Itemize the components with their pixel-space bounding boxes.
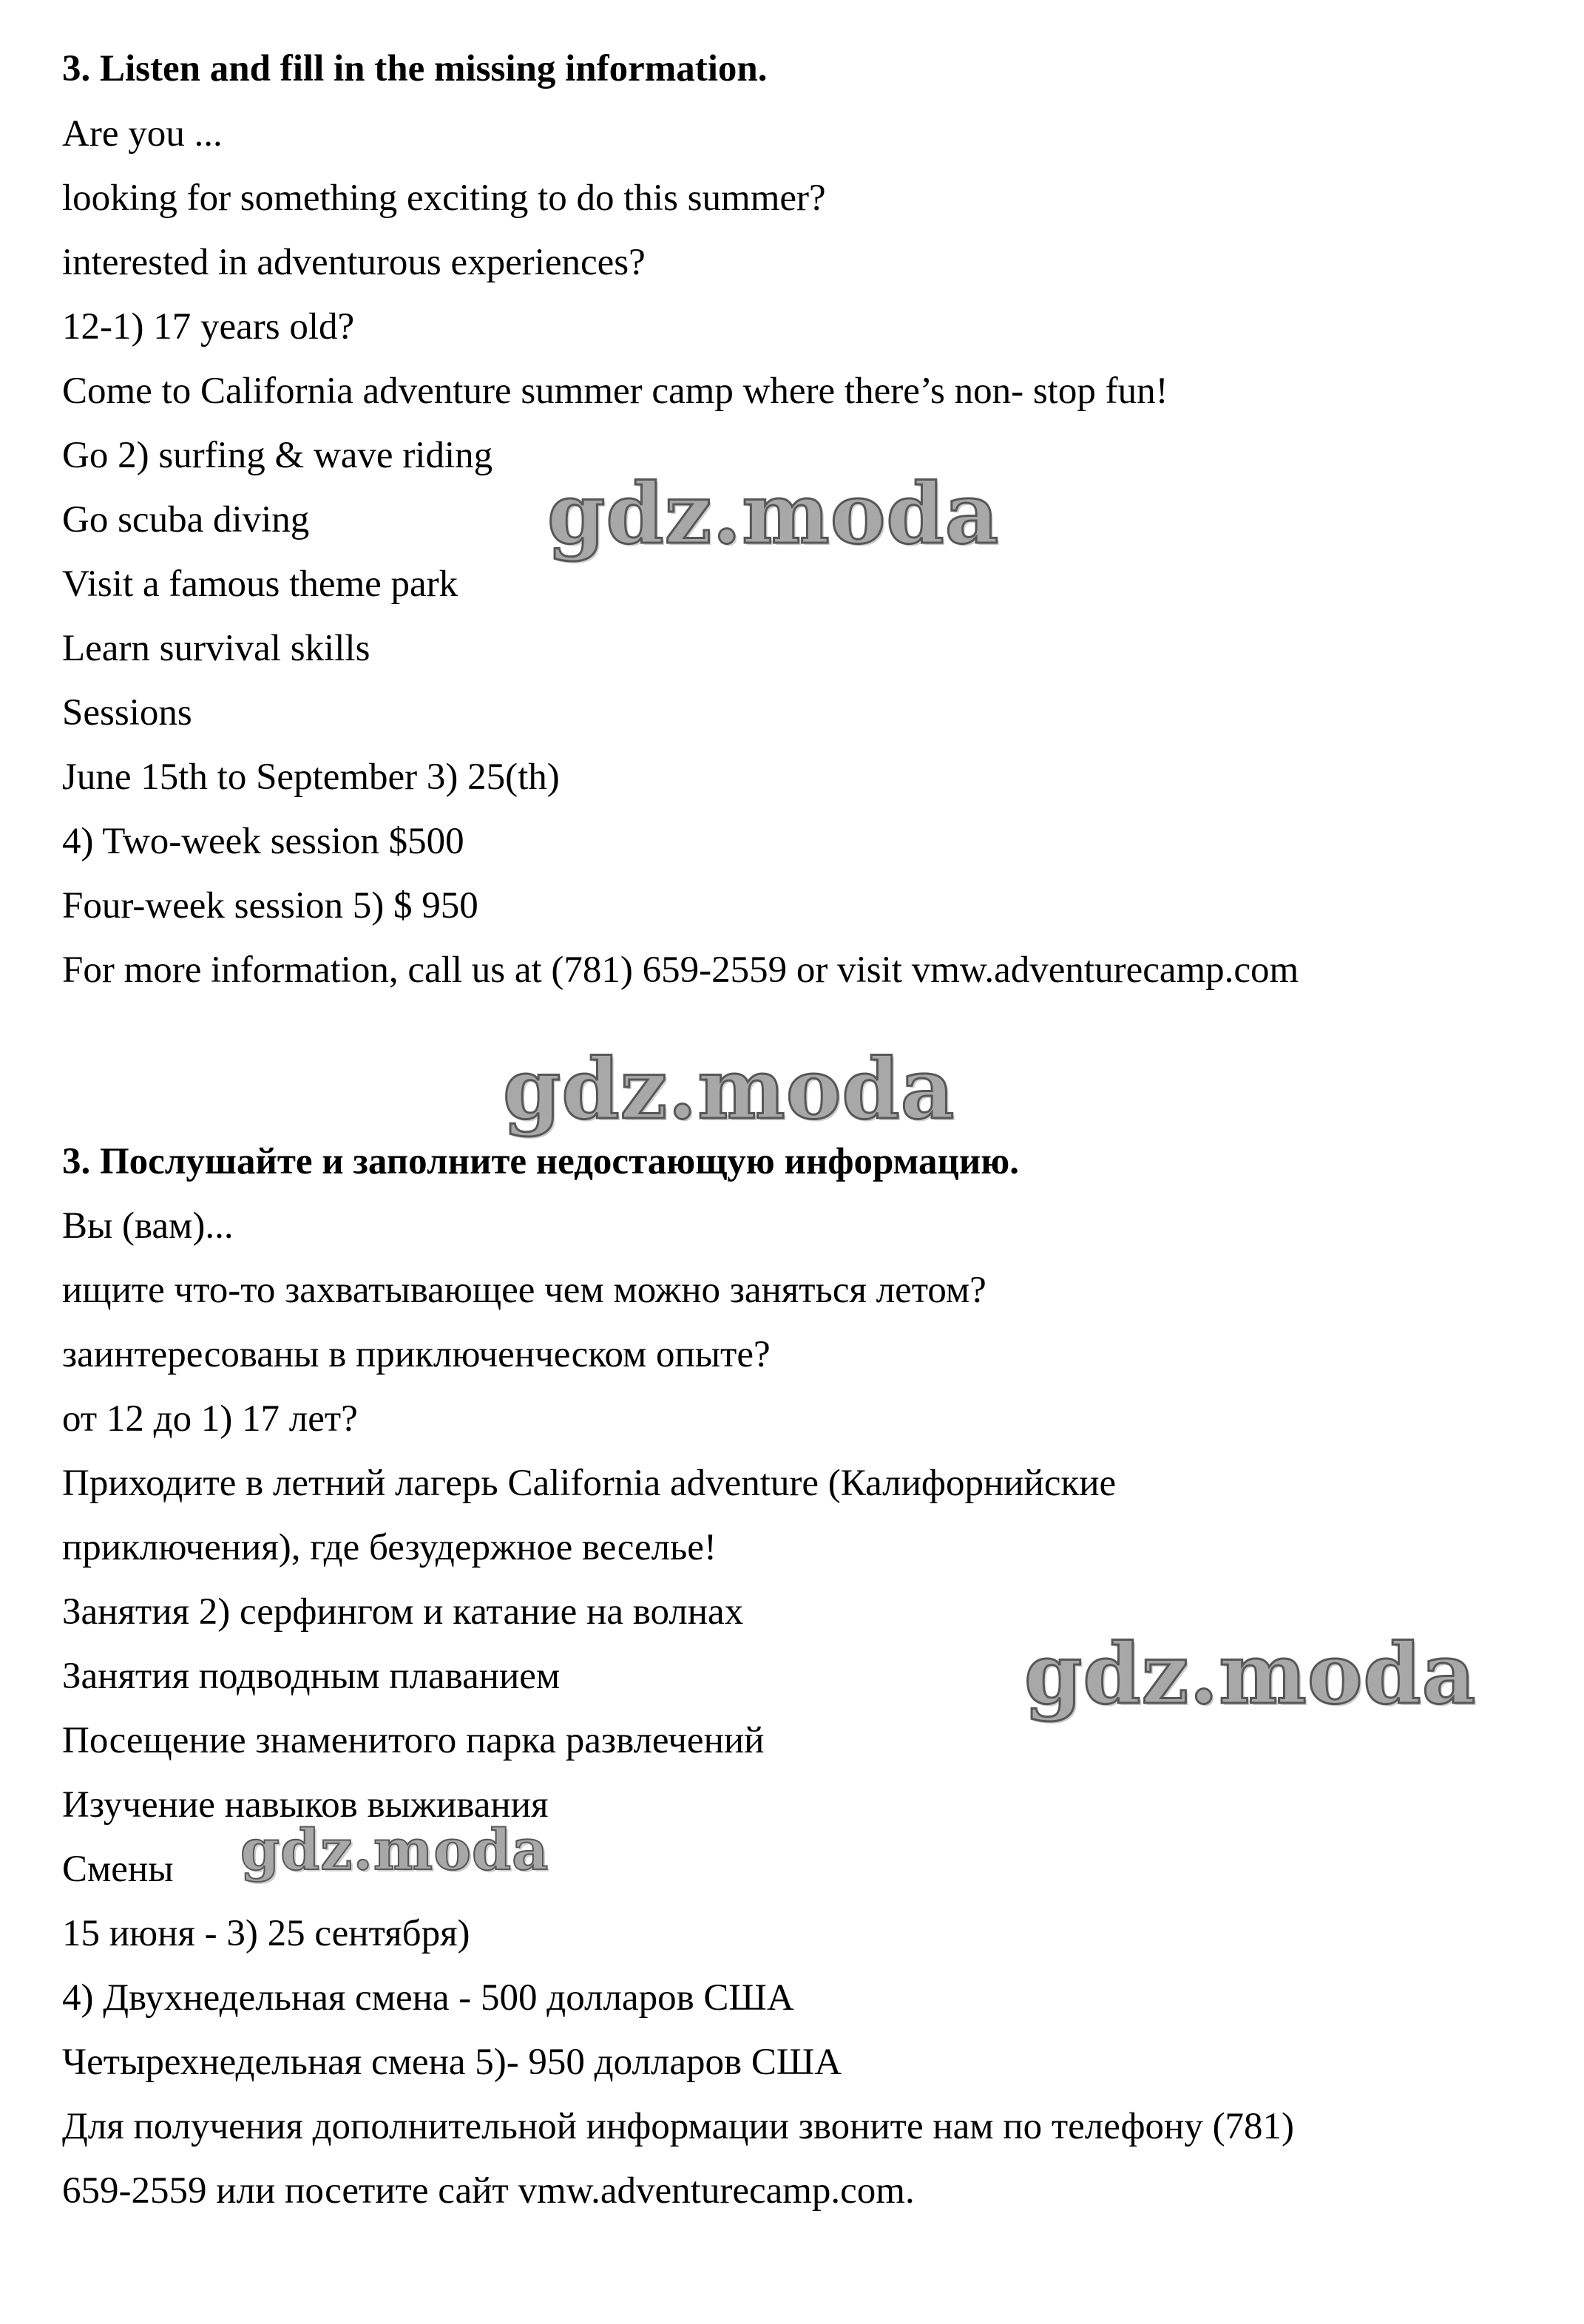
russian-line: 15 июня - 3) 25 сентября) — [62, 1913, 470, 1954]
russian-line: 659-2559 или посетите сайт vmw.adventurecamp.com. — [62, 2170, 915, 2212]
watermark-logo: gdz.moda — [240, 1817, 549, 1883]
russian-line: 4) Двухнедельная смена - 500 долларов США — [62, 1977, 794, 2019]
russian-line: от 12 до 1) 17 лет? — [62, 1398, 358, 1440]
english-line: Visit a famous theme park — [62, 563, 458, 605]
english-line: 12-1) 17 years old? — [62, 306, 355, 348]
english-heading: 3. Listen and fill in the missing information. — [62, 48, 768, 89]
english-line: Four-week session 5) $ 950 — [62, 885, 478, 926]
russian-line: Занятия 2) серфингом и катание на волнах — [62, 1591, 744, 1633]
russian-line: Изучение навыков выживания — [62, 1784, 549, 1826]
russian-line: Посещение знаменитого парка развлечений — [62, 1720, 765, 1761]
russian-line: заинтересованы в приключенческом опыте? — [62, 1334, 771, 1375]
watermark-logo: gdz.moda — [503, 1041, 955, 1138]
watermark-logo: gdz.moda — [547, 466, 1000, 563]
english-line: interested in adventurous experiences? — [62, 242, 646, 283]
russian-heading: 3. Послушайте и заполните недостающую информацию. — [62, 1141, 1020, 1182]
watermark-logo: gdz.moda — [1024, 1626, 1477, 1723]
russian-line: Смены — [62, 1849, 174, 1890]
english-line: Come to California adventure summer camp where there’s non- stop fun! — [62, 370, 1168, 412]
english-line: Go 2) surfing & wave riding — [62, 435, 493, 476]
english-line: June 15th to September 3) 25(th) — [62, 756, 560, 798]
english-line: 4) Two-week session $500 — [62, 821, 464, 862]
russian-line: Четырехнедельная смена 5)- 950 долларов США — [62, 2042, 842, 2083]
russian-line: Приходите в летний лагерь California adventure (Калифорнийские — [62, 1463, 1117, 1504]
russian-line: Вы (вам)... — [62, 1205, 234, 1247]
english-line: Sessions — [62, 692, 192, 734]
russian-line: Занятия подводным плаванием — [62, 1656, 561, 1697]
english-line: Go scuba diving — [62, 499, 310, 541]
english-line: For more information, call us at (781) 659-2559 or visit vmw.adventurecamp.com — [62, 949, 1299, 991]
russian-line: ищите что-то захватывающее чем можно заняться летом? — [62, 1270, 986, 1311]
english-line: looking for something exciting to do this summer? — [62, 177, 826, 219]
russian-line: Для получения дополнительной информации звоните нам по телефону (781) — [62, 2106, 1295, 2147]
english-line: Learn survival skills — [62, 628, 370, 669]
english-line: Are you ... — [62, 113, 223, 155]
russian-line: приключения), где безудержное веселье! — [62, 1527, 717, 1568]
